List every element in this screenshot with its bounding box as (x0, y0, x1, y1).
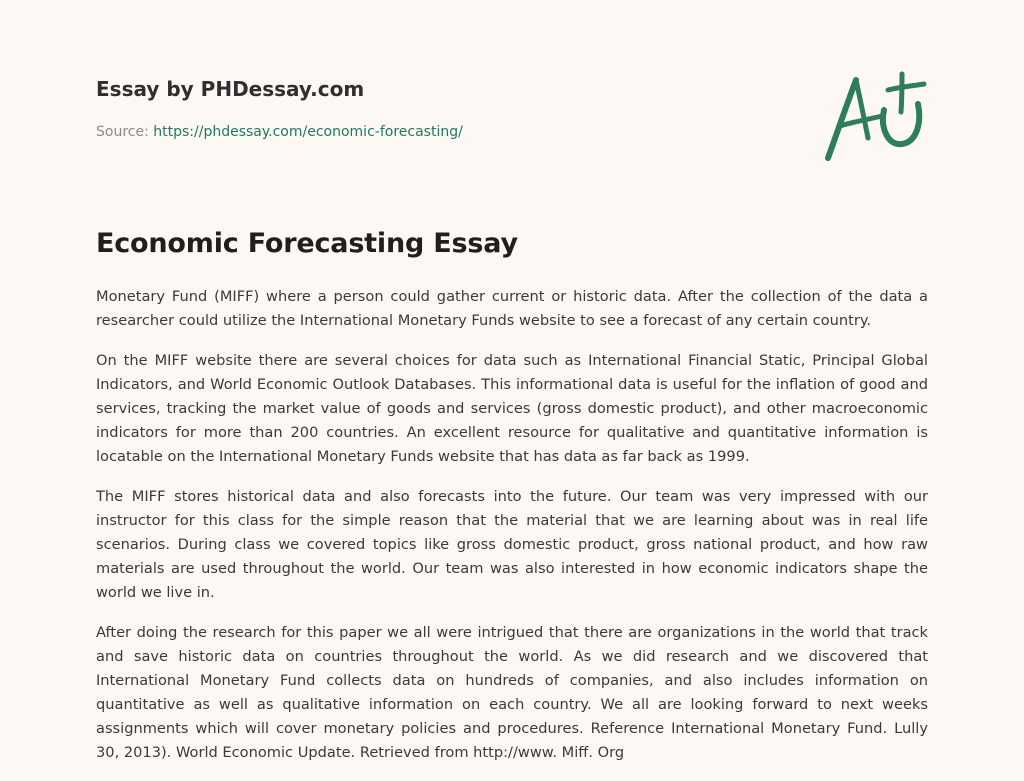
essay-paragraph: On the MIFF website there are several choices for data such as International Financial Static, Principal Global Indicators, and World Economic Outlook Databases. This informational data is useful for the inflation of good and services, tracking the market value of goods and services (gross domestic product), and other macroeconomic indicators for more than 200 countries. An excellent resource for qualitative and quantitative information is locatable on the International Monetary Funds website that has data as far back as 1999. (96, 352, 928, 465)
essay-paragraph: After doing the research for this paper we all were intrigued that there are organizations in the world that track and save historic data on countries throughout the world. As we did research and we discovered that International Monetary Fund collects data on hundreds of companies, and also includes information on quantitative as well as qualitative information on each country. We all are looking forward to next weeks assignments which will cover monetary policies and procedures. Reference International Monetary Fund. Lully 30, 2013). World Economic Update. Retrieved from http://www. Miff. Org (96, 624, 928, 761)
source-line (96, 122, 928, 142)
a-plus-grade-icon (822, 66, 930, 166)
brand-name: Essay by PHDessay.com (96, 77, 365, 101)
essay-title: Economic Forecasting Essay (96, 228, 518, 259)
source-link[interactable]: https://phdessay.com/economic-forecasting/ (153, 124, 463, 140)
essay-body (96, 285, 928, 781)
source-label: Source: (96, 124, 149, 140)
essay-paragraph: The MIFF stores historical data and also forecasts into the future. Our team was very impressed with our instructor for this class for the simple reason that the material that we are learning about was in real life scenarios. During class we covered topics like gross domestic product, gross national product, and how raw materials are used throughout the world. Our team was also interested in how economic indicators shape the world we live in. (96, 488, 928, 601)
essay-paragraph: Monetary Fund (MIFF) where a person could gather current or historic data. After the collection of the data a researcher could utilize the International Monetary Funds website to see a forecast of any certain country. (96, 288, 928, 329)
page-header (96, 74, 928, 174)
